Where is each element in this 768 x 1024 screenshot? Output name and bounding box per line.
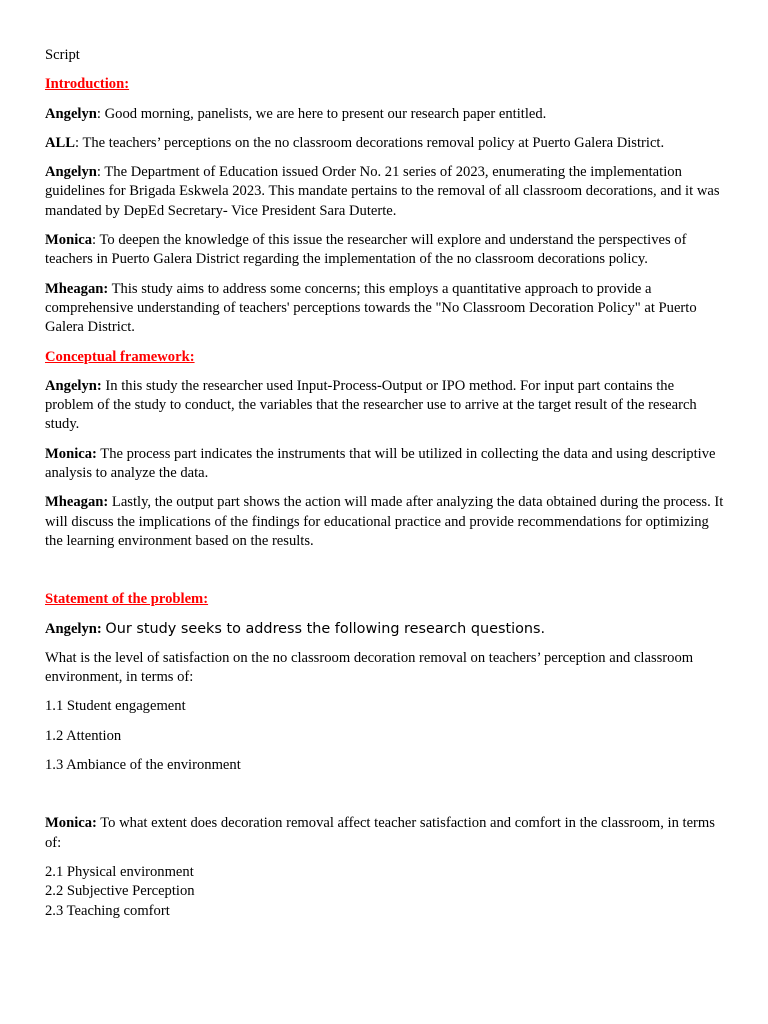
line-text: The Department of Education issued Order No. 21 series of 2023, enumerating the implementation guidelines for Brigada Eskwela 2023. This mandate pertains to the removal of all classroom decorations, and it was mandated by DepEd Secretary- Vice President Sara Duterte.	[45, 164, 720, 219]
speaker-separator: :	[96, 164, 105, 181]
question-2-item: 2.2 Subjective Perception	[45, 883, 195, 900]
document-page	[45, 46, 725, 921]
intro-line-5	[45, 280, 725, 338]
problem-intro	[45, 620, 725, 639]
blank-line	[45, 785, 725, 814]
question-1-item: 1.2 Attention	[45, 727, 122, 744]
blank-line	[45, 561, 725, 590]
line-text: The teachers’ perceptions on the no classroom decorations removal policy at Puerto Galera District.	[82, 134, 665, 151]
framework-line-1	[45, 377, 725, 435]
speaker-name: Monica:	[45, 445, 97, 462]
problem-heading: Statement of the problem:	[45, 591, 209, 608]
question-2	[45, 814, 725, 853]
question-1-item: 1.3 Ambiance of the environment	[45, 757, 241, 774]
framework-heading: Conceptual framework:	[45, 348, 195, 365]
line-text: To what extent does decoration removal affect teacher satisfaction and comfort in the classroom, in terms of:	[45, 815, 715, 851]
line-text: Our study seeks to address the following research questions.	[105, 620, 546, 637]
intro-line-4	[45, 231, 725, 270]
intro-line-1	[45, 105, 725, 124]
line-text: In this study the researcher used Input-Process-Output or IPO method. For input part contains the problem of the study to conduct, the variables that the researcher use to arrive at the target result of the research study.	[45, 377, 697, 433]
speaker-name: Angelyn	[45, 105, 97, 122]
introduction-heading: Introduction:	[45, 76, 130, 93]
line-text: This study aims to address some concerns; this employs a quantitative approach to provide a comprehensive understanding of teachers' perceptions towards the "No Classroom Decoration Policy" at Puerto Galera District.	[45, 280, 697, 336]
speaker-separator: :	[92, 232, 100, 249]
framework-line-2	[45, 445, 725, 484]
line-text: Lastly, the output part shows the action will made after analyzing the data obtained during the process. It will discuss the implications of the findings for educational practice and provide recommendations for optimizing the learning environment based on the results.	[45, 494, 724, 549]
document-title: Script	[45, 47, 80, 63]
question-1: What is the level of satisfaction on the no classroom decoration removal on teachers’ perception and classroom environment, in terms of:	[45, 649, 694, 686]
speaker-name: ALL	[45, 134, 76, 151]
line-text: The process part indicates the instruments that will be utilized in collecting the data and using descriptive analysis to analyze the data.	[45, 445, 716, 482]
question-2-item: 2.3 Teaching comfort	[45, 902, 170, 919]
speaker-name: Angelyn	[45, 164, 97, 181]
question-1-item: 1.1 Student engagement	[45, 698, 186, 715]
speaker-name: Mheagan:	[45, 280, 109, 297]
framework-line-3	[45, 493, 725, 551]
speaker-name: Mheagan:	[45, 494, 109, 511]
speaker-name: Angelyn:	[45, 620, 102, 637]
speaker-separator: :	[75, 134, 83, 151]
speaker-name: Monica:	[45, 815, 97, 832]
speaker-name: Angelyn:	[45, 377, 102, 394]
intro-line-3	[45, 163, 725, 221]
question-2-item: 2.1 Physical environment	[45, 863, 194, 880]
line-text: To deepen the knowledge of this issue the researcher will explore and understand the perspectives of teachers in Puerto Galera District regarding the implementation of the no classroom decorations policy.	[45, 232, 687, 268]
line-text: Good morning, panelists, we are here to present our research paper entitled.	[104, 105, 547, 122]
speaker-name: Monica	[45, 232, 93, 249]
intro-line-2	[45, 134, 725, 153]
speaker-separator: :	[96, 105, 105, 122]
